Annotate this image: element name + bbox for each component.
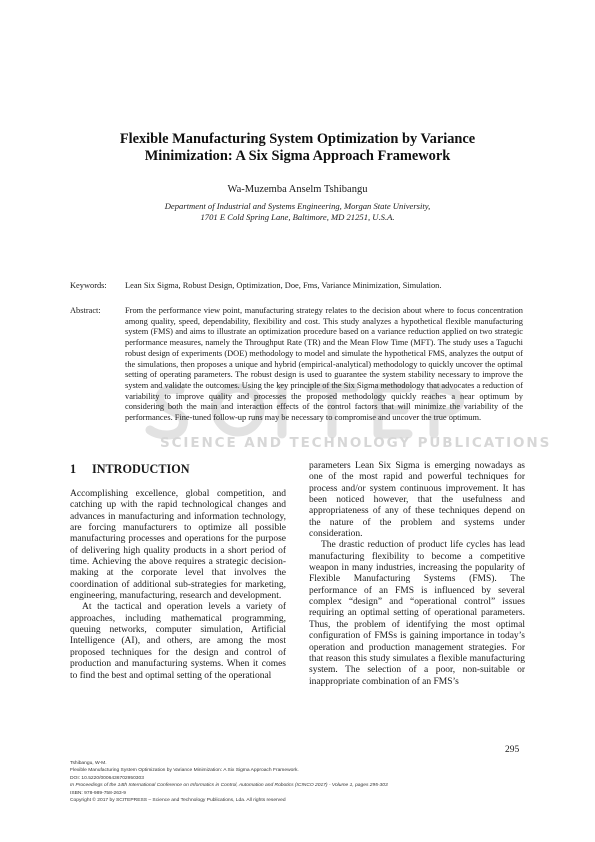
title-line: Minimization: A Six Sigma Approach Framework [144,148,451,164]
section-number: 1 [70,462,77,476]
body-paragraph: The drastic reduction of product life cycles has lead manufacturing flexibility to become a competitive weapon in many industries, increasing the popularity of Flexible Manufacturing Systems (FMS). The performance of an FMS is influenced by several complex “design” and “operational control” issues requiring an optimal setting of operational parameters. Thus, the problem of identifying the most optimal configuration of FMSs is gaining importance in today’s operation and production management strategies. For that reason this study simulates a flexible manufacturing system. The selection of a poor, non-suitable or inappropriate combination of an FMS’s [309,540,525,687]
footer-line: Tshibangu, W-M. [70,761,107,766]
abstract-text: From the performance view point, manufacturing strategy relates to the decision about where to focus concentration among quality, speed, dependability, flexibility and cost. This study analyzes a hypothetical flexible manufacturing system (FMS) and aims to illustrate an optimization procedure based on a variance reduction applied on two strategic performance measures, namely the Throughput Rate (TR) and the Mean Flow Time (MFT). The study uses a Taguchi robust design of experiments (DOE) methodology to model and simulate the hypothetical FMS, analyzes the output of the simulations, then proposes a unique and hybrid (empirical-analytical) methodology to quickly uncover the optimal setting of operating parameters. The robust design is used to guarantee the system stability necessary to improve the system and validate the outcomes. Using the key principle of the Six Sigma methodology that advocates a reduction of variability to improve quality and processes the proposed methodology quickly reaches a near optimum by considering both the main and interaction effects of the control factors that will minimize the variability of the performances. Fine-tuned follow-up runs may be necessary to compromise and uncover the true optimum. [125,306,523,423]
section-heading [70,462,190,477]
affiliation-line: 1701 E Cold Spring Lane, Baltimore, MD 21251, U.S.A. [200,212,395,222]
footer-line: ISBN: 978-989-758-263-9 [70,790,127,796]
left-column [70,489,286,682]
footer-line: DOI: 10.5220/0006436702950303 [70,775,144,781]
keywords-text: Lean Six Sigma, Robust Design, Optimization, Doe, Fms, Variance Minimization, Simulation. [125,281,442,290]
citation-footer [70,760,388,804]
abstract-label: Abstract: [70,306,101,315]
keywords-label: Keywords: [70,281,107,290]
body-paragraph: At the tactical and operation levels a variety of approaches, including mathematical programming, queuing networks, computer simulation, Artificial Intelligence (AI), and others, are among the most proposed techniques for the design and control of production and manufacturing systems. When it comes to find the best and optimal setting of the operational [70,602,286,681]
paper-title [60,131,535,165]
footer-line: Copyright © 2017 by SCITEPRESS – Science and Technology Publications, Lda. All rights reserved [70,798,286,804]
footer-line: Flexible Manufacturing System Optimization by Variance Minimization: A Six Sigma Approach Framework. [70,768,299,774]
publisher-watermark-text: SCIENCE AND TECHNOLOGY PUBLICATIONS [160,435,552,451]
footer-line: In Proceedings of the 14th International Conference on Informatics in Control, Automation and Robotics (ICINCO 2017) - Volume 1, pages 295-303 [70,783,388,789]
section-title: INTRODUCTION [92,462,190,476]
affiliation-line: Department of Industrial and Systems Engineering, Morgan State University, [164,201,431,211]
author-affiliation [60,201,535,223]
page-number: 295 [505,745,520,755]
body-paragraph: Accomplishing excellence, global competition, and catching up with the rapid technological changes and advances in manufacturing and information technology, are forcing manufacturers to optimize all possible manufacturing processes and operations for the purpose of delivering high quality products in a short period of time. Achieving the above requires a strategic decision-making at the corporate level that involves the coordination of additional sub-strategies for marketing, engineering, manufacturing, research and development. [70,489,286,602]
author-name: Wa-Muzemba Anselm Tshibangu [227,184,368,195]
right-column [309,461,525,688]
title-line: Flexible Manufacturing System Optimization by Variance [119,131,476,147]
body-paragraph: parameters Lean Six Sigma is emerging nowadays as one of the most rapid and powerful techniques for process and/or system continuous improvement. It has been noticed however, that the usefulness and appropriateness of any of these techniques depend on the nature of the problem and systems under consideration. [309,461,525,540]
